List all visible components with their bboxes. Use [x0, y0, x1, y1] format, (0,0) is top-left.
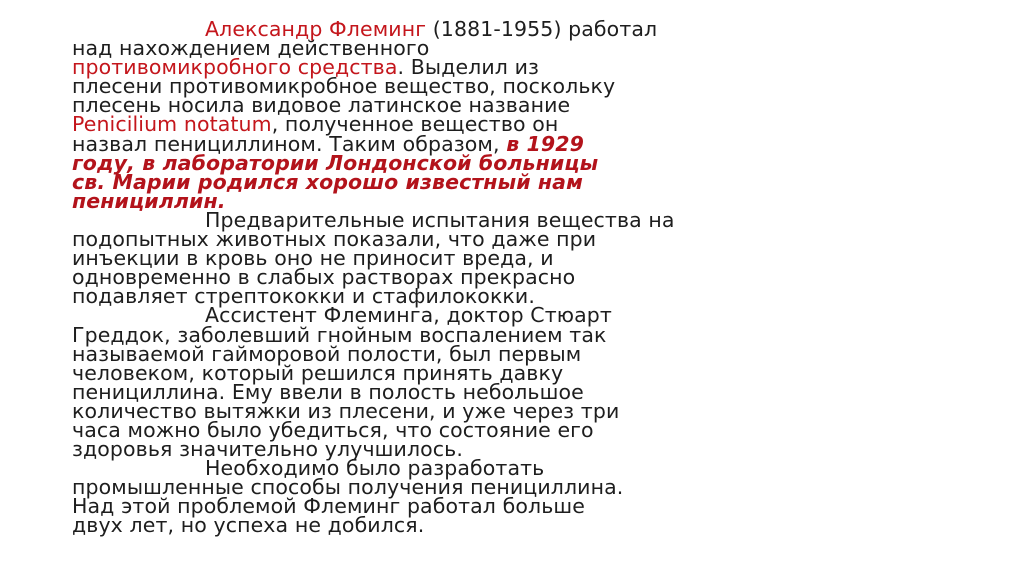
p1-line-2: над нахождением действенного [72, 36, 430, 61]
fleming-name: Александр Флеминг [205, 17, 427, 41]
p4-line-2: промышленные способы получения пенициллина. [72, 475, 624, 500]
p3-line-1: Ассистент Флеминга, доктор Стюарт [205, 303, 612, 328]
p1-line-9: св. Марии родился хорошо известный нам [72, 169, 583, 194]
p2-line-5: подавляет стрептококки и стафилококки. [72, 284, 535, 309]
p3-line-6: количество вытяжки из плесени, и уже через три [72, 398, 620, 423]
latin-name: Penicilium notatum [72, 112, 272, 137]
p4-line-1: Необходимо было разработать [205, 456, 545, 481]
p1-line-6-rest: , полученное вещество он [271, 112, 559, 137]
p3-line-5: пенициллина. Ему ввели в полость небольшое [72, 379, 584, 404]
p3-line-4: человеком, который решился принять давку [72, 360, 564, 385]
p4-line-4: двух лет, но успеха не добился. [72, 513, 425, 538]
p1-line-1-rest: (1881-1955) работал [426, 17, 658, 41]
antimicrobial-term: противомикробного средства [72, 55, 398, 80]
p3-line-8: здоровья значительно улучшилось. [72, 437, 463, 462]
p4-line-3: Над этой проблемой Флеминг работал больше [72, 494, 585, 519]
p1-line-5: плесень носила видовое латинское название [72, 93, 571, 118]
p1-line-7-plain: назвал пенициллином. Таким образом, [72, 131, 507, 156]
p1-line-3-rest: . Выделил из [397, 55, 540, 80]
p1-line-4: плесени противомикробное вещество, поскольку [72, 74, 616, 99]
slide-text [72, 17, 977, 538]
p2-line-2: подопытных животных показали, что даже при [72, 227, 597, 252]
p2-line-1: Предварительные испытания вещества на [205, 207, 675, 232]
p1-line-7-bold: в 1929 [506, 131, 584, 156]
p2-line-4: одновременно в слабых растворах прекрасно [72, 265, 576, 290]
p2-line-3: инъекции в кровь оно не приносит вреда, и [72, 246, 554, 271]
p1-line-10: пенициллин. [72, 188, 226, 213]
p1-line-8: году, в лаборатории Лондонской больницы [72, 150, 599, 175]
p3-line-3: называемой гайморовой полости, был первым [72, 341, 582, 366]
p3-line-7: часа можно было убедиться, что состояние его [72, 417, 594, 442]
p3-line-2: Греддок, заболевший гнойным воспалением так [72, 322, 607, 347]
